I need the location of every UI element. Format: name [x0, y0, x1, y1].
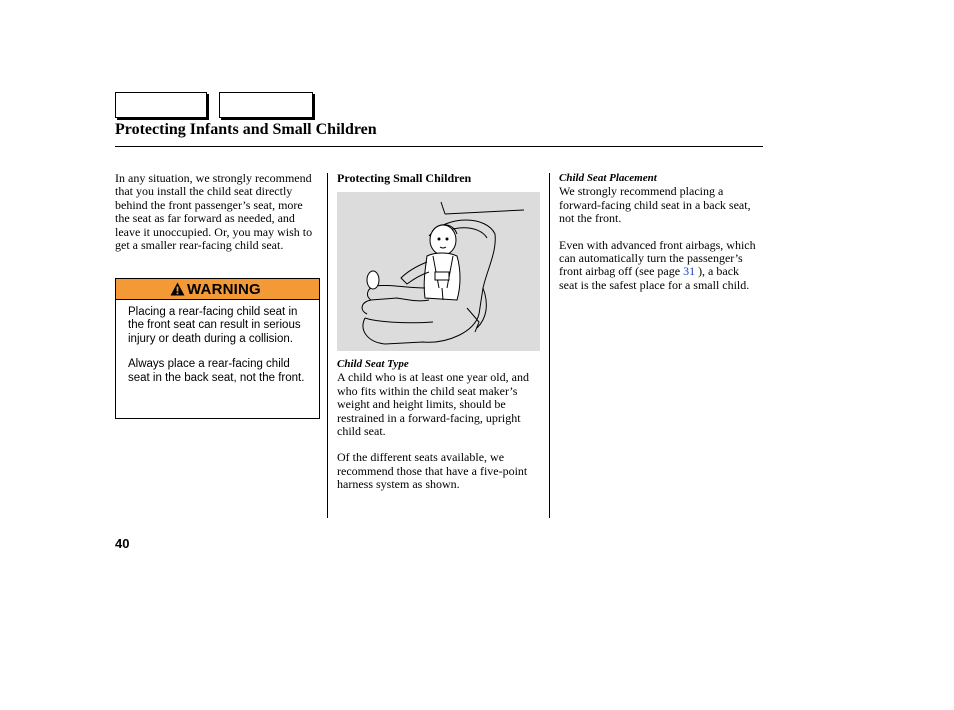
section-heading: Protecting Small Children [337, 171, 472, 185]
nav-button-next[interactable] [219, 92, 313, 118]
middle-column-body [337, 358, 537, 492]
warning-triangle-icon [170, 282, 185, 296]
warning-text: Always place a rear-facing child seat in the back seat, not the front. [128, 358, 305, 384]
column-divider [327, 173, 328, 518]
middle-column [337, 172, 537, 185]
warning-text: Placing a rear-facing child seat in the front seat can result in serious injury or death during a collision. [128, 306, 301, 345]
nav-button-previous[interactable] [115, 92, 207, 118]
child-seat-illustration [337, 192, 540, 351]
body-text: ), a back seat is the safest place for a small child. [559, 264, 750, 292]
right-column [559, 172, 759, 292]
warning-label: WARNING [187, 280, 261, 298]
page-number: 40 [115, 536, 130, 551]
title-divider [115, 146, 763, 147]
body-paragraph: Of the different seats available, we recommend those that have a five-point harness system as shown. [337, 450, 528, 492]
body-paragraph [559, 239, 759, 293]
warning-box [115, 278, 320, 419]
page-link[interactable]: 31 [683, 264, 696, 279]
child-seat-drawing [337, 192, 540, 351]
body-paragraph: A child who is at least one year old, and who fits within the child seat maker’s weight and height limits, should be restrained in a forward-facing, upright child seat. [337, 370, 529, 439]
body-text: Even with advanced front airbags, which can automatically turn the passenger’s front airbag off (see page [559, 237, 756, 279]
section-subheading: Child Seat Type [337, 358, 409, 370]
page-title: Protecting Infants and Small Children [115, 121, 377, 138]
left-column [115, 172, 320, 252]
warning-header [116, 279, 319, 300]
intro-paragraph: In any situation, we strongly recommend that you install the child seat directly behind the front passenger’s seat, more the seat as far forward as needed, and leave it unoccupied. Or, you may wish to get a smaller rear-facing child seat. [115, 171, 313, 253]
column-divider [549, 173, 550, 518]
section-subheading: Child Seat Placement [559, 172, 657, 184]
body-paragraph: We strongly recommend placing a forward-facing child seat in a back seat, not the front. [559, 184, 751, 226]
